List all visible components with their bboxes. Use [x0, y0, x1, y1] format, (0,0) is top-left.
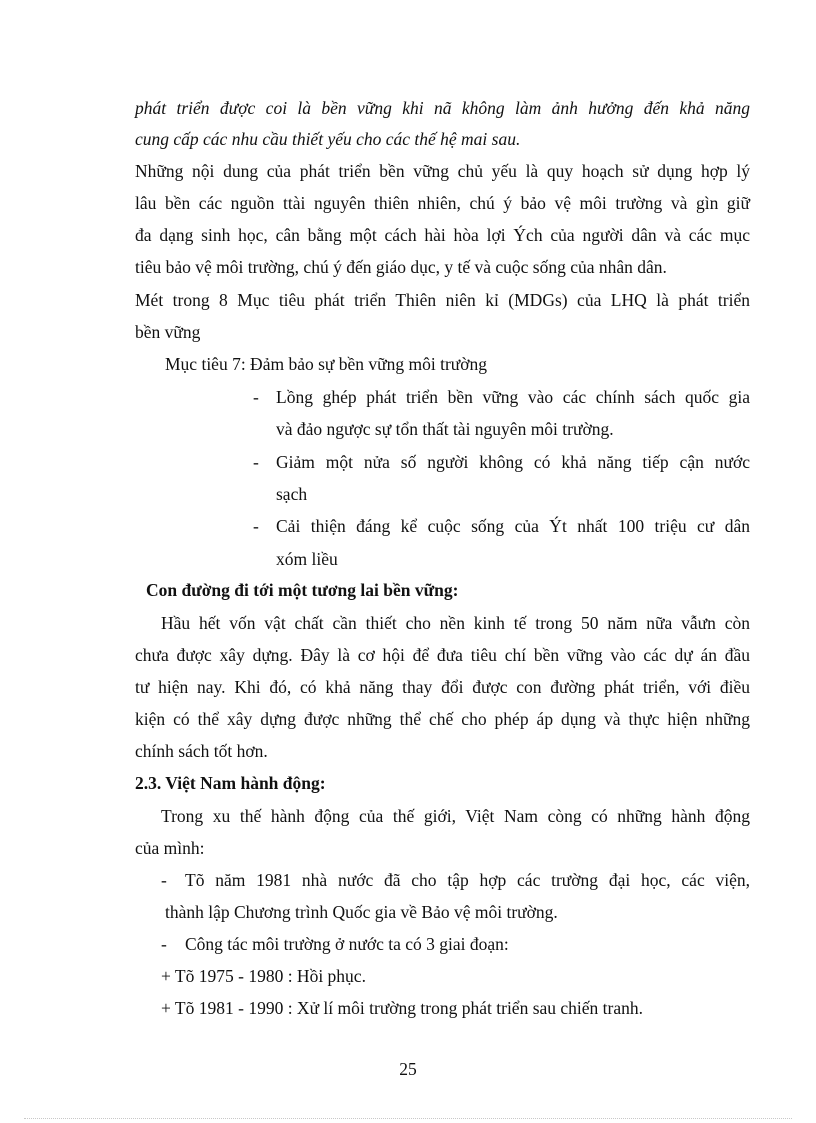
- vn-item-2-dash: -: [161, 934, 167, 954]
- goal7-item-2-line-1: Giảm một nửa số người không có khả năng tiếp cận nước: [276, 452, 750, 472]
- heading-vietnam-action: 2.3. Việt Nam hành động:: [135, 773, 326, 793]
- goal7-title: Mục tiêu 7: Đảm bảo sự bền vững môi trường: [165, 354, 488, 374]
- path-line-4: kiện có thể xây dựng được những thể chế cho phép áp dụng và thực hiện những: [135, 709, 750, 729]
- goal7-item-3-line-1: Cải thiện đáng kể cuộc sống của Ýt nhất 100 triệu cư dân: [276, 516, 750, 536]
- goal7-item-3-dash: -: [253, 516, 259, 536]
- goal7-item-3-line-2: xóm liều: [276, 549, 338, 569]
- goal7-item-1-line-2: và đảo ngược sự tổn thất tài nguyên môi trường.: [276, 419, 614, 439]
- intro-italic-line-1: phát triển được coi là bền vững khi nã không làm ảnh hưởng đến khả năng: [135, 98, 750, 118]
- goal7-item-2-dash: -: [253, 452, 259, 472]
- contents-line-4: tiêu bảo vệ môi trường, chú ý đến giáo dục, y tế và cuộc sống của nhân dân.: [135, 257, 667, 277]
- goal7-item-1-line-1: Lồng ghép phát triển bền vững vào các chính sách quốc gia: [276, 387, 750, 407]
- contents-line-3: đa dạng sinh học, cân bằng một cách hài hòa lợi Ých của người dân và các mục: [135, 225, 750, 245]
- vn-line-1: Trong xu thế hành động của thế giới, Việt Nam còng có những hành động: [161, 806, 750, 826]
- path-line-5: chính sách tốt hơn.: [135, 741, 268, 761]
- mdg-line-1: Mét trong 8 Mục tiêu phát triển Thiên niên kỉ (MDGs) của LHQ là phát triển: [135, 290, 750, 310]
- heading-sustainable-path: Con đường đi tới một tương lai bền vững:: [146, 580, 459, 600]
- path-line-3: tư hiện nay. Khi đó, có khả năng thay đổi được con đường phát triển, với điều: [135, 677, 750, 697]
- vn-item-1-dash: -: [161, 870, 167, 890]
- page-number: 25: [399, 1059, 417, 1079]
- contents-line-2: lâu bền các nguồn ttài nguyên thiên nhiên, chú ý bảo vệ môi trường và gìn giữ: [135, 193, 750, 213]
- goal7-item-2-line-2: sạch: [276, 484, 308, 504]
- stage-2: + Tõ 1981 - 1990 : Xử lí môi trường trong phát triển sau chiến tranh.: [161, 998, 644, 1018]
- vn-item-1-line-1: Tõ năm 1981 nhà nước đã cho tập hợp các trường đại học, các viện,: [185, 870, 750, 890]
- intro-italic-line-2: cung cấp các nhu cầu thiết yếu cho các thế hệ mai sau.: [135, 129, 521, 149]
- vn-item-2-line-1: Công tác môi trường ở nước ta có 3 giai đoạn:: [185, 934, 509, 954]
- vn-line-2: của mình:: [135, 838, 205, 858]
- goal7-item-1-dash: -: [253, 387, 259, 407]
- stage-1: + Tõ 1975 - 1980 : Hồi phục.: [161, 966, 366, 986]
- contents-line-1: Những nội dung của phát triển bền vững chủ yếu là quy hoạch sử dụng hợp lý: [135, 161, 750, 181]
- vn-item-1-line-2: thành lập Chương trình Quốc gia về Bảo vệ môi trường.: [165, 902, 558, 922]
- page-bottom-divider: [24, 1118, 792, 1119]
- path-line-2: chưa được xây dựng. Đây là cơ hội để đưa tiêu chí bền vững vào các dự án đầu: [135, 645, 750, 665]
- mdg-line-2: bền vững: [135, 322, 201, 342]
- path-line-1: Hầu hết vốn vật chất cần thiết cho nền kinh tế trong 50 năm nữa vẫưn còn: [161, 613, 750, 633]
